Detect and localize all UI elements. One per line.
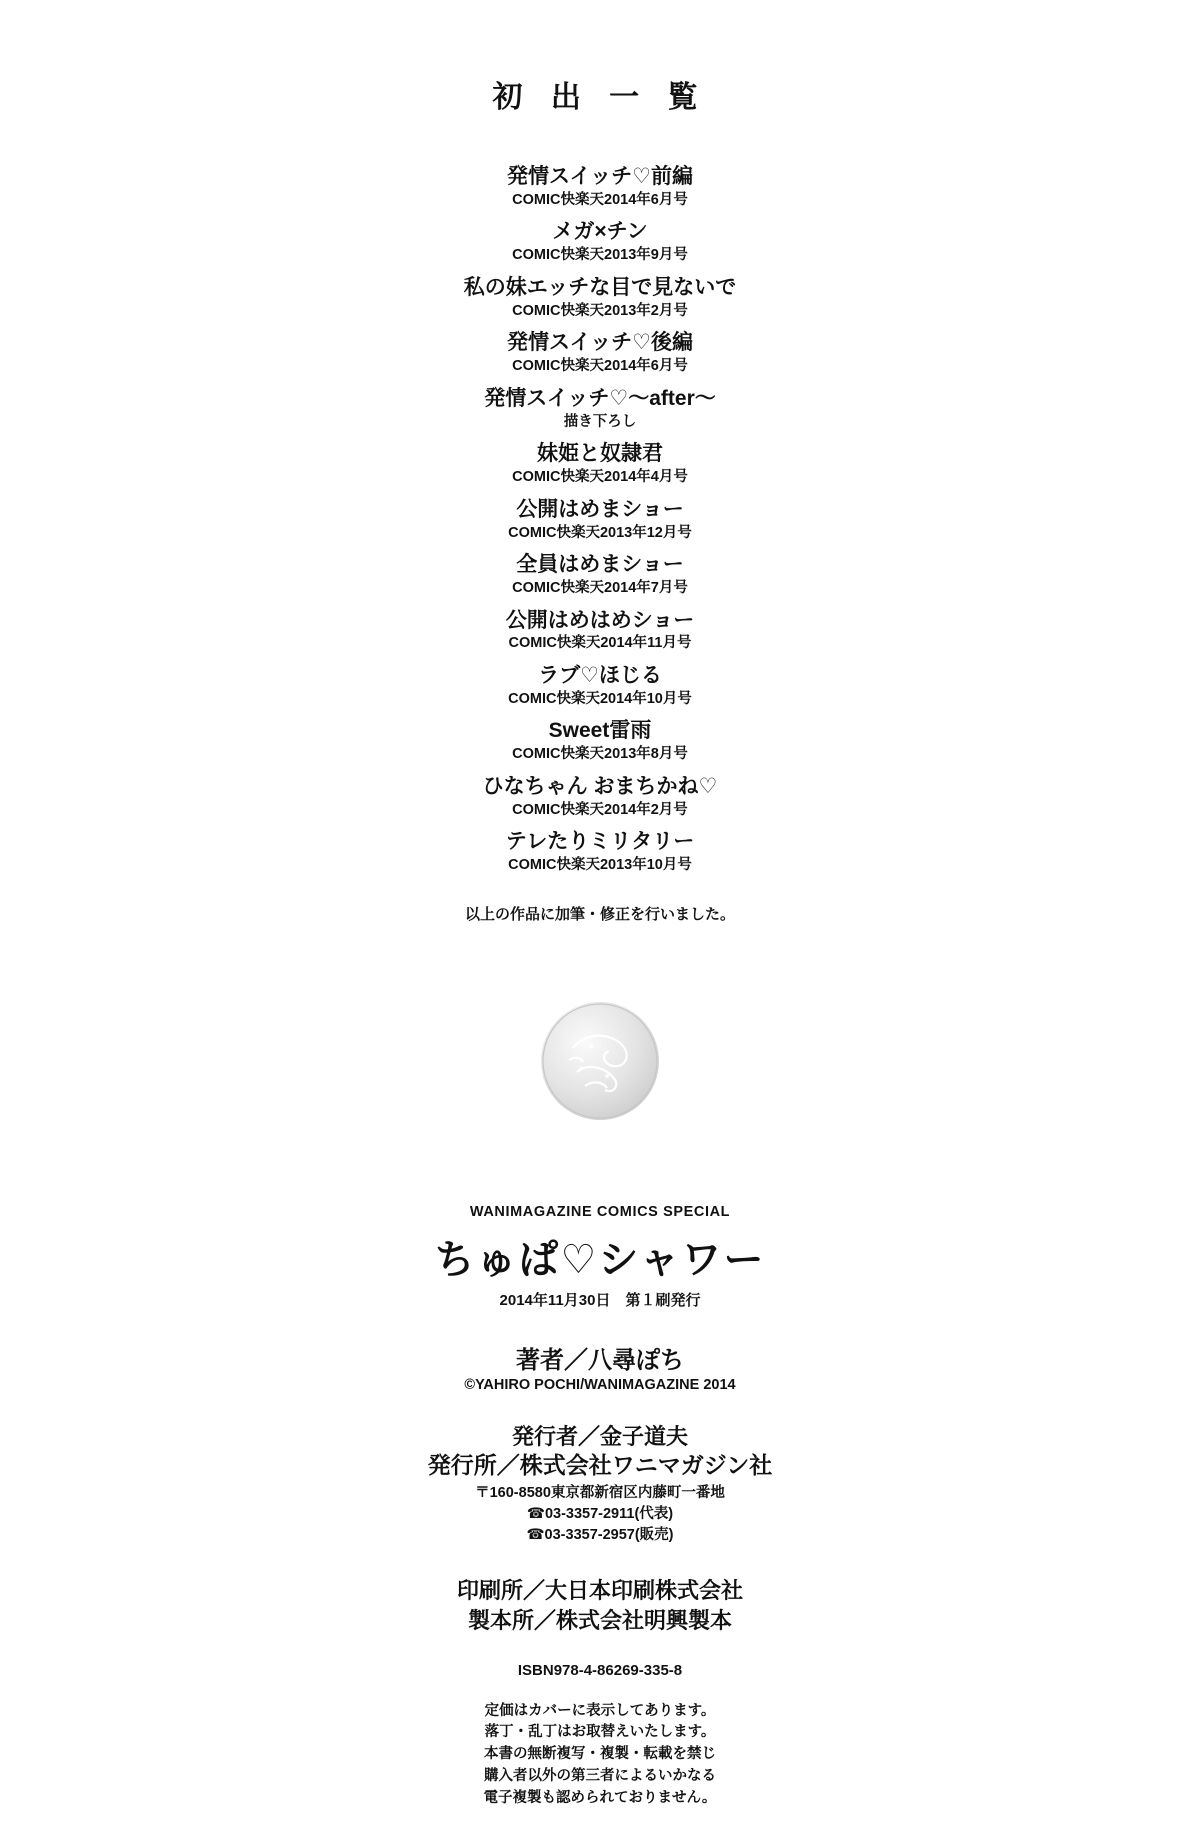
page-title: 初 出 一 覧 [492,81,708,114]
credit-title: 全員はめまショー [516,553,684,577]
publisher-block [0,1423,1200,1547]
credit-source: COMIC快楽天2014年11月号 [508,635,692,652]
legal-notice-block [0,1701,1200,1810]
credit-source: COMIC快楽天2014年6月号 [512,191,688,208]
credit-entry [508,497,692,543]
credit-source: 描き下ろし [563,413,637,430]
isbn-code: ISBN978-4-86269-335-8 [517,1661,683,1679]
credit-title: メガ×チン [552,220,648,244]
credit-title: 公開はめはめショー [505,608,695,632]
credit-entry [507,330,693,376]
credit-source: COMIC快楽天2013年9月号 [512,247,688,264]
legal-line: 本書の無断複写・複製・転載を禁じ [484,1746,716,1763]
colophon-page [0,72,1200,1829]
binder-name: 製本所／株式会社明興製本 [467,1607,732,1633]
colophon-block [0,1204,1200,1810]
legal-line: 電子複製も認められておりません。 [483,1789,717,1806]
credit-title: ひなちゃん おまちかね♡ [482,774,718,798]
credit-source: COMIC快楽天2014年4月号 [512,469,688,486]
credit-source: COMIC快楽天2013年8月号 [512,746,688,763]
legal-line: 購入者以外の第三者によるいかなる [484,1767,716,1784]
credit-source: COMIC快楽天2014年10月号 [508,690,692,707]
imprint-label: WANIMAGAZINE COMICS SPECIAL [469,1203,731,1220]
credit-source: COMIC快楽天2014年2月号 [512,801,688,818]
credit-entry [512,552,688,598]
book-title: ちゅぱ♡シャワー [434,1237,766,1282]
credit-source: COMIC快楽天2014年6月号 [512,358,688,375]
credit-entry [512,441,688,487]
credit-title: 発情スイッチ♡前編 [507,165,693,188]
credit-entry [507,164,693,210]
credit-entry [484,386,716,432]
credits-list [0,164,1200,885]
publisher-tel-sales: ☎03-3357-2957(販売) [526,1527,674,1544]
printer-name: 印刷所／大日本印刷株式会社 [456,1578,743,1604]
publisher-tel-main: ☎03-3357-2911(代表) [526,1506,674,1523]
author-name: 著者／八尋ぽち [516,1346,684,1374]
legal-line: 定価はカバーに表示してあります。 [484,1702,716,1719]
printing-block [0,1576,1200,1635]
credit-title: Sweet雷雨 [548,719,652,743]
credit-title: 公開はめまショー [516,497,684,521]
publication-date: 2014年11月30日 第１刷発行 [499,1291,701,1309]
publisher-address: 〒160-8580東京都新宿区内藤町一番地 [475,1485,725,1502]
credit-title: 私の妹エッチな目で見ないで [463,275,737,299]
credit-title: テレたりミリタリー [505,830,695,854]
credit-entry [506,829,695,875]
credit-entry [464,275,737,321]
credit-entry [506,608,695,654]
publisher-person: 発行者／金子道夫 [511,1423,688,1449]
publisher-company: 発行所／株式会社ワニマガジン社 [427,1452,773,1479]
credit-title: ラブ♡ほじる [538,663,662,687]
publisher-seal-icon [541,1002,659,1120]
credit-entry [508,663,692,709]
credit-title: 発情スイッチ♡〜after〜 [484,386,716,410]
credit-entry [512,219,688,265]
logo-container [0,1002,1200,1120]
credit-entry [512,718,688,764]
credit-entry [483,774,718,820]
credit-source: COMIC快楽天2014年7月号 [512,579,688,596]
legal-line: 落丁・乱丁はお取替えいたします。 [484,1724,716,1741]
credit-source: COMIC快楽天2013年12月号 [508,524,692,541]
credits-note: 以上の作品に加筆・修正を行いました。 [464,905,735,923]
credit-source: COMIC快楽天2013年2月号 [512,302,688,319]
credit-title: 妹姫と奴隷君 [537,442,663,466]
copyright-notice: ©YAHIRO POCHI/WANIMAGAZINE 2014 [464,1376,736,1393]
credit-title: 発情スイッチ♡後編 [507,331,693,355]
credit-source: COMIC快楽天2013年10月号 [508,857,692,874]
